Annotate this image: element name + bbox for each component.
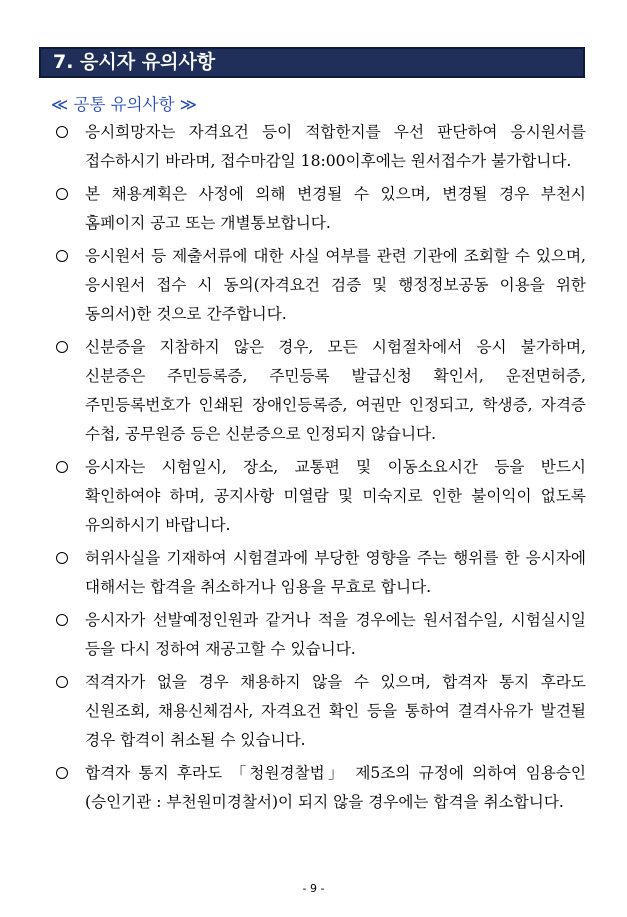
list-item: [56, 606, 586, 664]
list-item: [56, 118, 586, 176]
circle-bullet-icon: [56, 552, 68, 564]
list-item: [56, 242, 586, 329]
circle-bullet-icon: [56, 250, 68, 262]
list-item-text: 적격자가 없을 경우 채용하지 않을 수 있으며, 합격자 통지 후라도 신원조회, 채용신체검사, 자격요건 확인 등을 통하여 결격사유가 발견될 경우 합격이 취소될 수 있습니다.: [85, 673, 586, 749]
circle-bullet-icon: [56, 126, 68, 138]
list-item: [56, 453, 586, 540]
list-item-text: 허위사실을 기재하여 시험결과에 부당한 영향을 주는 행위를 한 응시자에 대해서는 합격을 취소하거나 임용을 무효로 합니다.: [85, 549, 586, 596]
list-item-text: 응시자가 선발예정인원과 같거나 적을 경우에는 원서접수일, 시험실시일 등을 다시 정하여 재공고할 수 있습니다.: [85, 611, 586, 658]
section-title: 7. 응시자 유의사항: [39, 47, 585, 78]
list-item-text: 합격자 통지 후라도 「청원경찰법」 제5조의 규정에 의하여 임용승인(승인기관 : 부천원미경찰서)이 되지 않을 경우에는 합격을 취소합니다.: [85, 764, 586, 811]
list-item-text: 응시자는 시험일시, 장소, 교통편 및 이동소요시간 등을 반드시 확인하여야 하며, 공지사항 미열람 및 미숙지로 인한 불이익이 없도록 유의하시기 바랍니다.: [85, 458, 586, 534]
list-item: [56, 668, 586, 755]
circle-bullet-icon: [56, 614, 68, 626]
circle-bullet-icon: [56, 188, 68, 200]
list-item: [56, 759, 586, 817]
notice-list: [56, 118, 586, 821]
list-item: [56, 180, 586, 238]
list-item: [56, 333, 586, 449]
list-item: [56, 544, 586, 602]
circle-bullet-icon: [56, 676, 68, 688]
list-item-text: 응시원서 등 제출서류에 대한 사실 여부를 관련 기관에 조회할 수 있으며, 응시원서 접수 시 동의(자격요건 검증 및 행정정보공동 이용을 위한 동의서)한 것으로 간주합니다.: [85, 247, 586, 323]
list-item-text: 본 채용계획은 사정에 의해 변경될 수 있으며, 변경될 경우 부천시 홈페이지 공고 또는 개별통보합니다.: [85, 185, 586, 232]
list-item-text: 신분증을 지참하지 않은 경우, 모든 시험절차에서 응시 불가하며, 신분증은 주민등록증, 주민등록 발급신청 확인서, 운전면허증, 주민등록번호가 인쇄된 장애인등록증, 여권만 인정되고, 학생증, 자격증 수첩, 공무원증 등은 신분증으로 인정되지 않습니다.: [85, 338, 586, 443]
subheading: ≪ 공통 유의사항 ≫: [51, 95, 197, 114]
circle-bullet-icon: [56, 341, 68, 353]
page-number: - 9 -: [302, 882, 325, 895]
list-item-text: 응시희망자는 자격요건 등이 적합한지를 우선 판단하여 응시원서를 접수하시기 바라며, 접수마감일 18:00이후에는 원서접수가 불가합니다.: [85, 123, 586, 170]
circle-bullet-icon: [56, 461, 68, 473]
circle-bullet-icon: [56, 767, 68, 779]
